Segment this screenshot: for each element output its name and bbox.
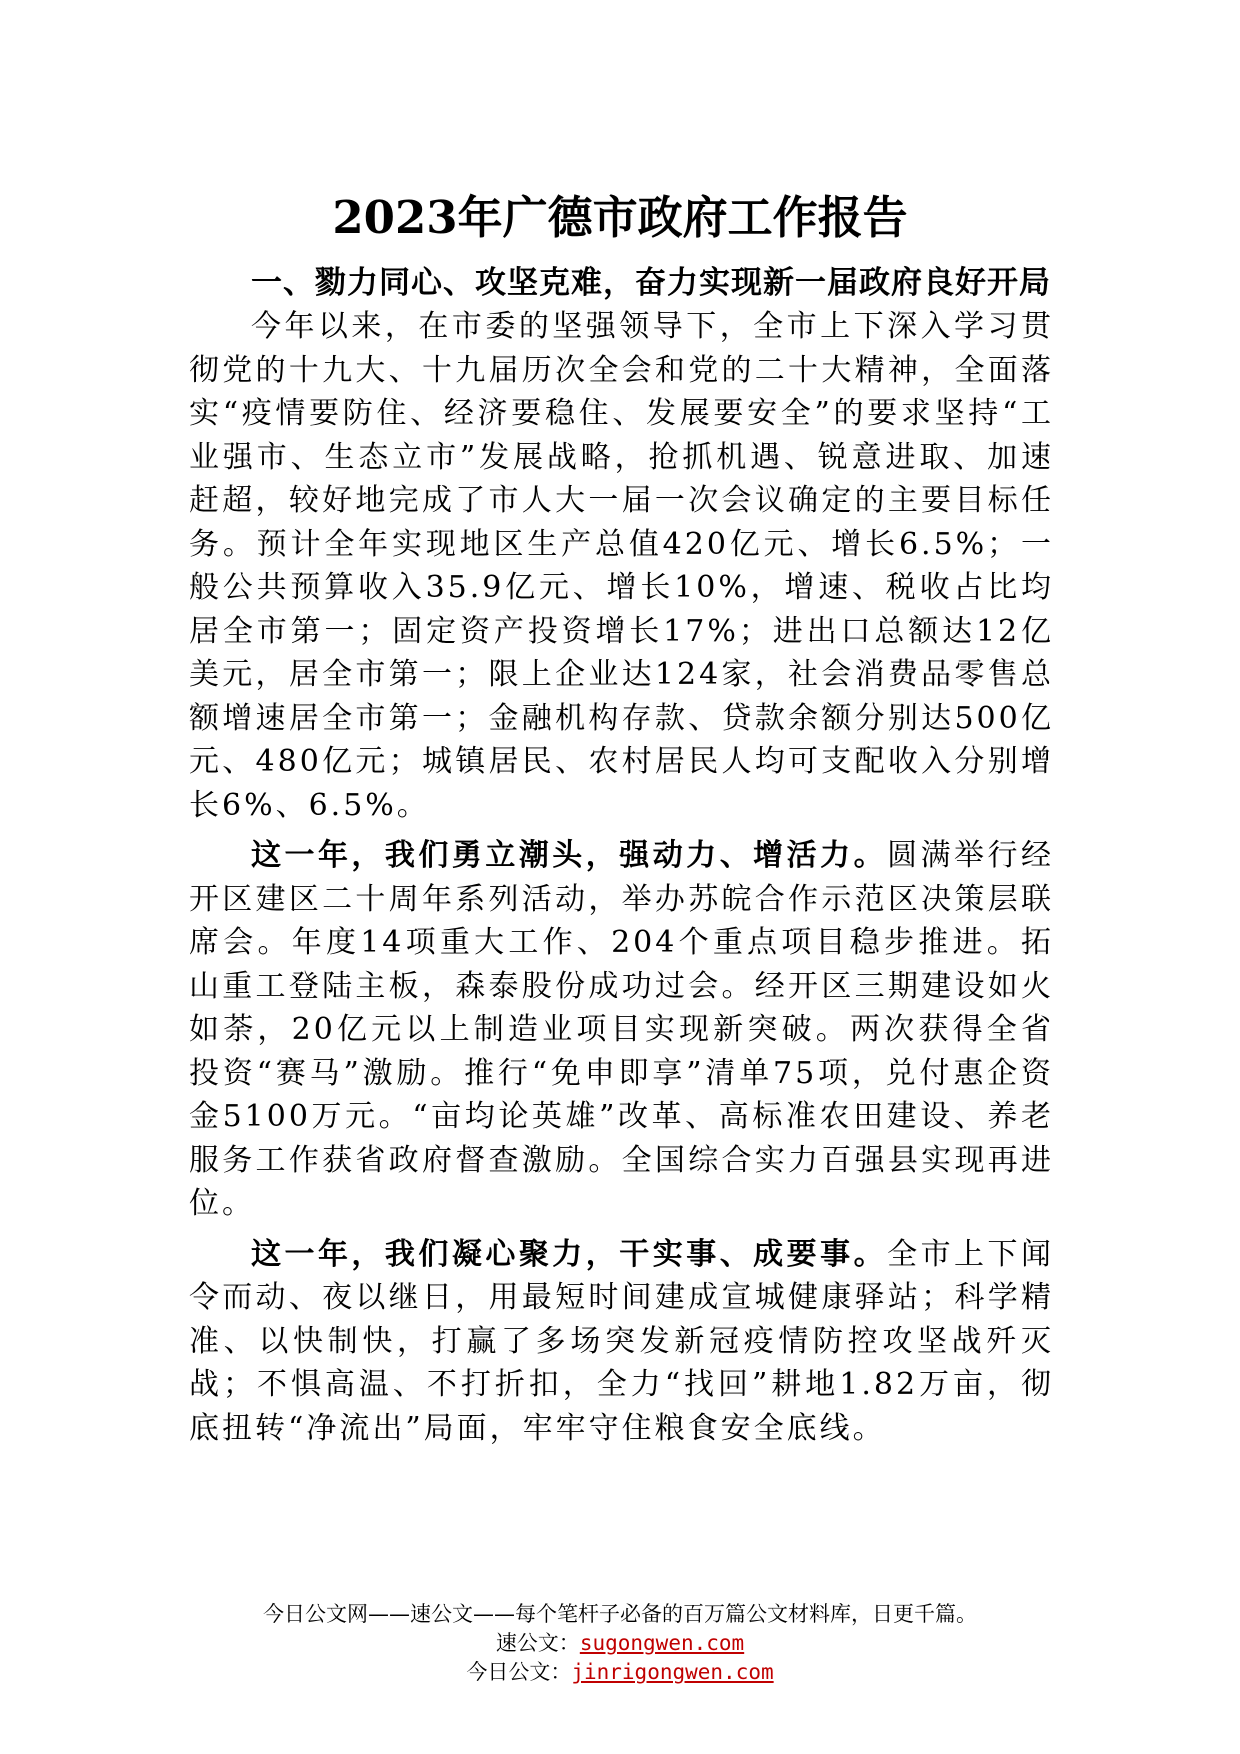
paragraph-lead: 这一年，我们勇立潮头，强动力、增活力。 (251, 838, 888, 873)
paragraph-3 (189, 1233, 1054, 1451)
document-body (189, 262, 1054, 1450)
footer-site-1-label: 速公文： (495, 1631, 580, 1655)
document-title: 2023年广德市政府工作报告 (332, 191, 908, 244)
paragraph-1 (189, 305, 1054, 827)
paragraph-text: 全市上下闻令而动、夜以继日，用最短时间建成宣城健康驿站；科学精准、以快制快，打赢了多场突发新冠疫情防控攻坚战歼灭战；不惧高温、不打折扣，全力“找回”耕地1.82万亩，彻底扭转“净流出”局面，牢牢守住粮食安全底线。 (189, 1236, 1055, 1446)
footer (0, 1600, 1240, 1687)
footer-site-2 (0, 1658, 1240, 1687)
section-heading: 一、勠力同心、攻坚克难，奋力实现新一届政府良好开局 (251, 265, 1051, 301)
paragraph-2 (189, 834, 1054, 1226)
footer-site-2-link[interactable]: jinrigongwen.com (571, 1660, 774, 1684)
paragraph-text: 今年以来，在市委的坚强领导下，全市上下深入学习贯彻党的十九大、十九届历次全会和党的二十大精神，全面落实“疫情要防住、经济要稳住、发展要安全”的要求坚持“工业强市、生态立市”发展战略，抢抓机遇、锐意进取、加速赶超，较好地完成了市人大一届一次会议确定的主要目标任务。预计全年实现地区生产总值420亿元、增长6.5%；一般公共预算收入35.9亿元、增长10%，增速、税收占比均居全市第一；固定资产投资增长17%；进出口总额达12亿美元，居全市第一；限上企业达124家，社会消费品零售总额增速居全市第一；金融机构存款、贷款余额分别达500亿元、480亿元；城镇居民、农村居民人均可支配收入分别增长6%、6.5%。 (189, 309, 1054, 823)
footer-promo: 今日公文网——速公文——每个笔杆子必备的百万篇公文材料库，日更千篇。 (263, 1602, 977, 1626)
paragraph-text: 圆满举行经开区建区二十周年系列活动，举办苏皖合作示范区决策层联席会。年度14项重大工作、204个重点项目稳步推进。拓山重工登陆主板，森泰股份成功过会。经开区三期建设如火如荼，20亿元以上制造业项目实现新突破。两次获得全省投资“赛马”激励。推行“免申即享”清单75项，兑付惠企资金5100万元。“亩均论英雄”改革、高标准农田建设、养老服务工作获省政府督查激励。全国综合实力百强县实现再进位。 (189, 838, 1055, 1221)
paragraph-lead: 这一年，我们凝心聚力，干实事、成要事。 (251, 1236, 888, 1272)
footer-site-1 (0, 1629, 1240, 1658)
footer-site-2-label: 今日公文： (466, 1660, 572, 1684)
footer-site-1-link[interactable]: sugongwen.com (579, 1631, 745, 1655)
